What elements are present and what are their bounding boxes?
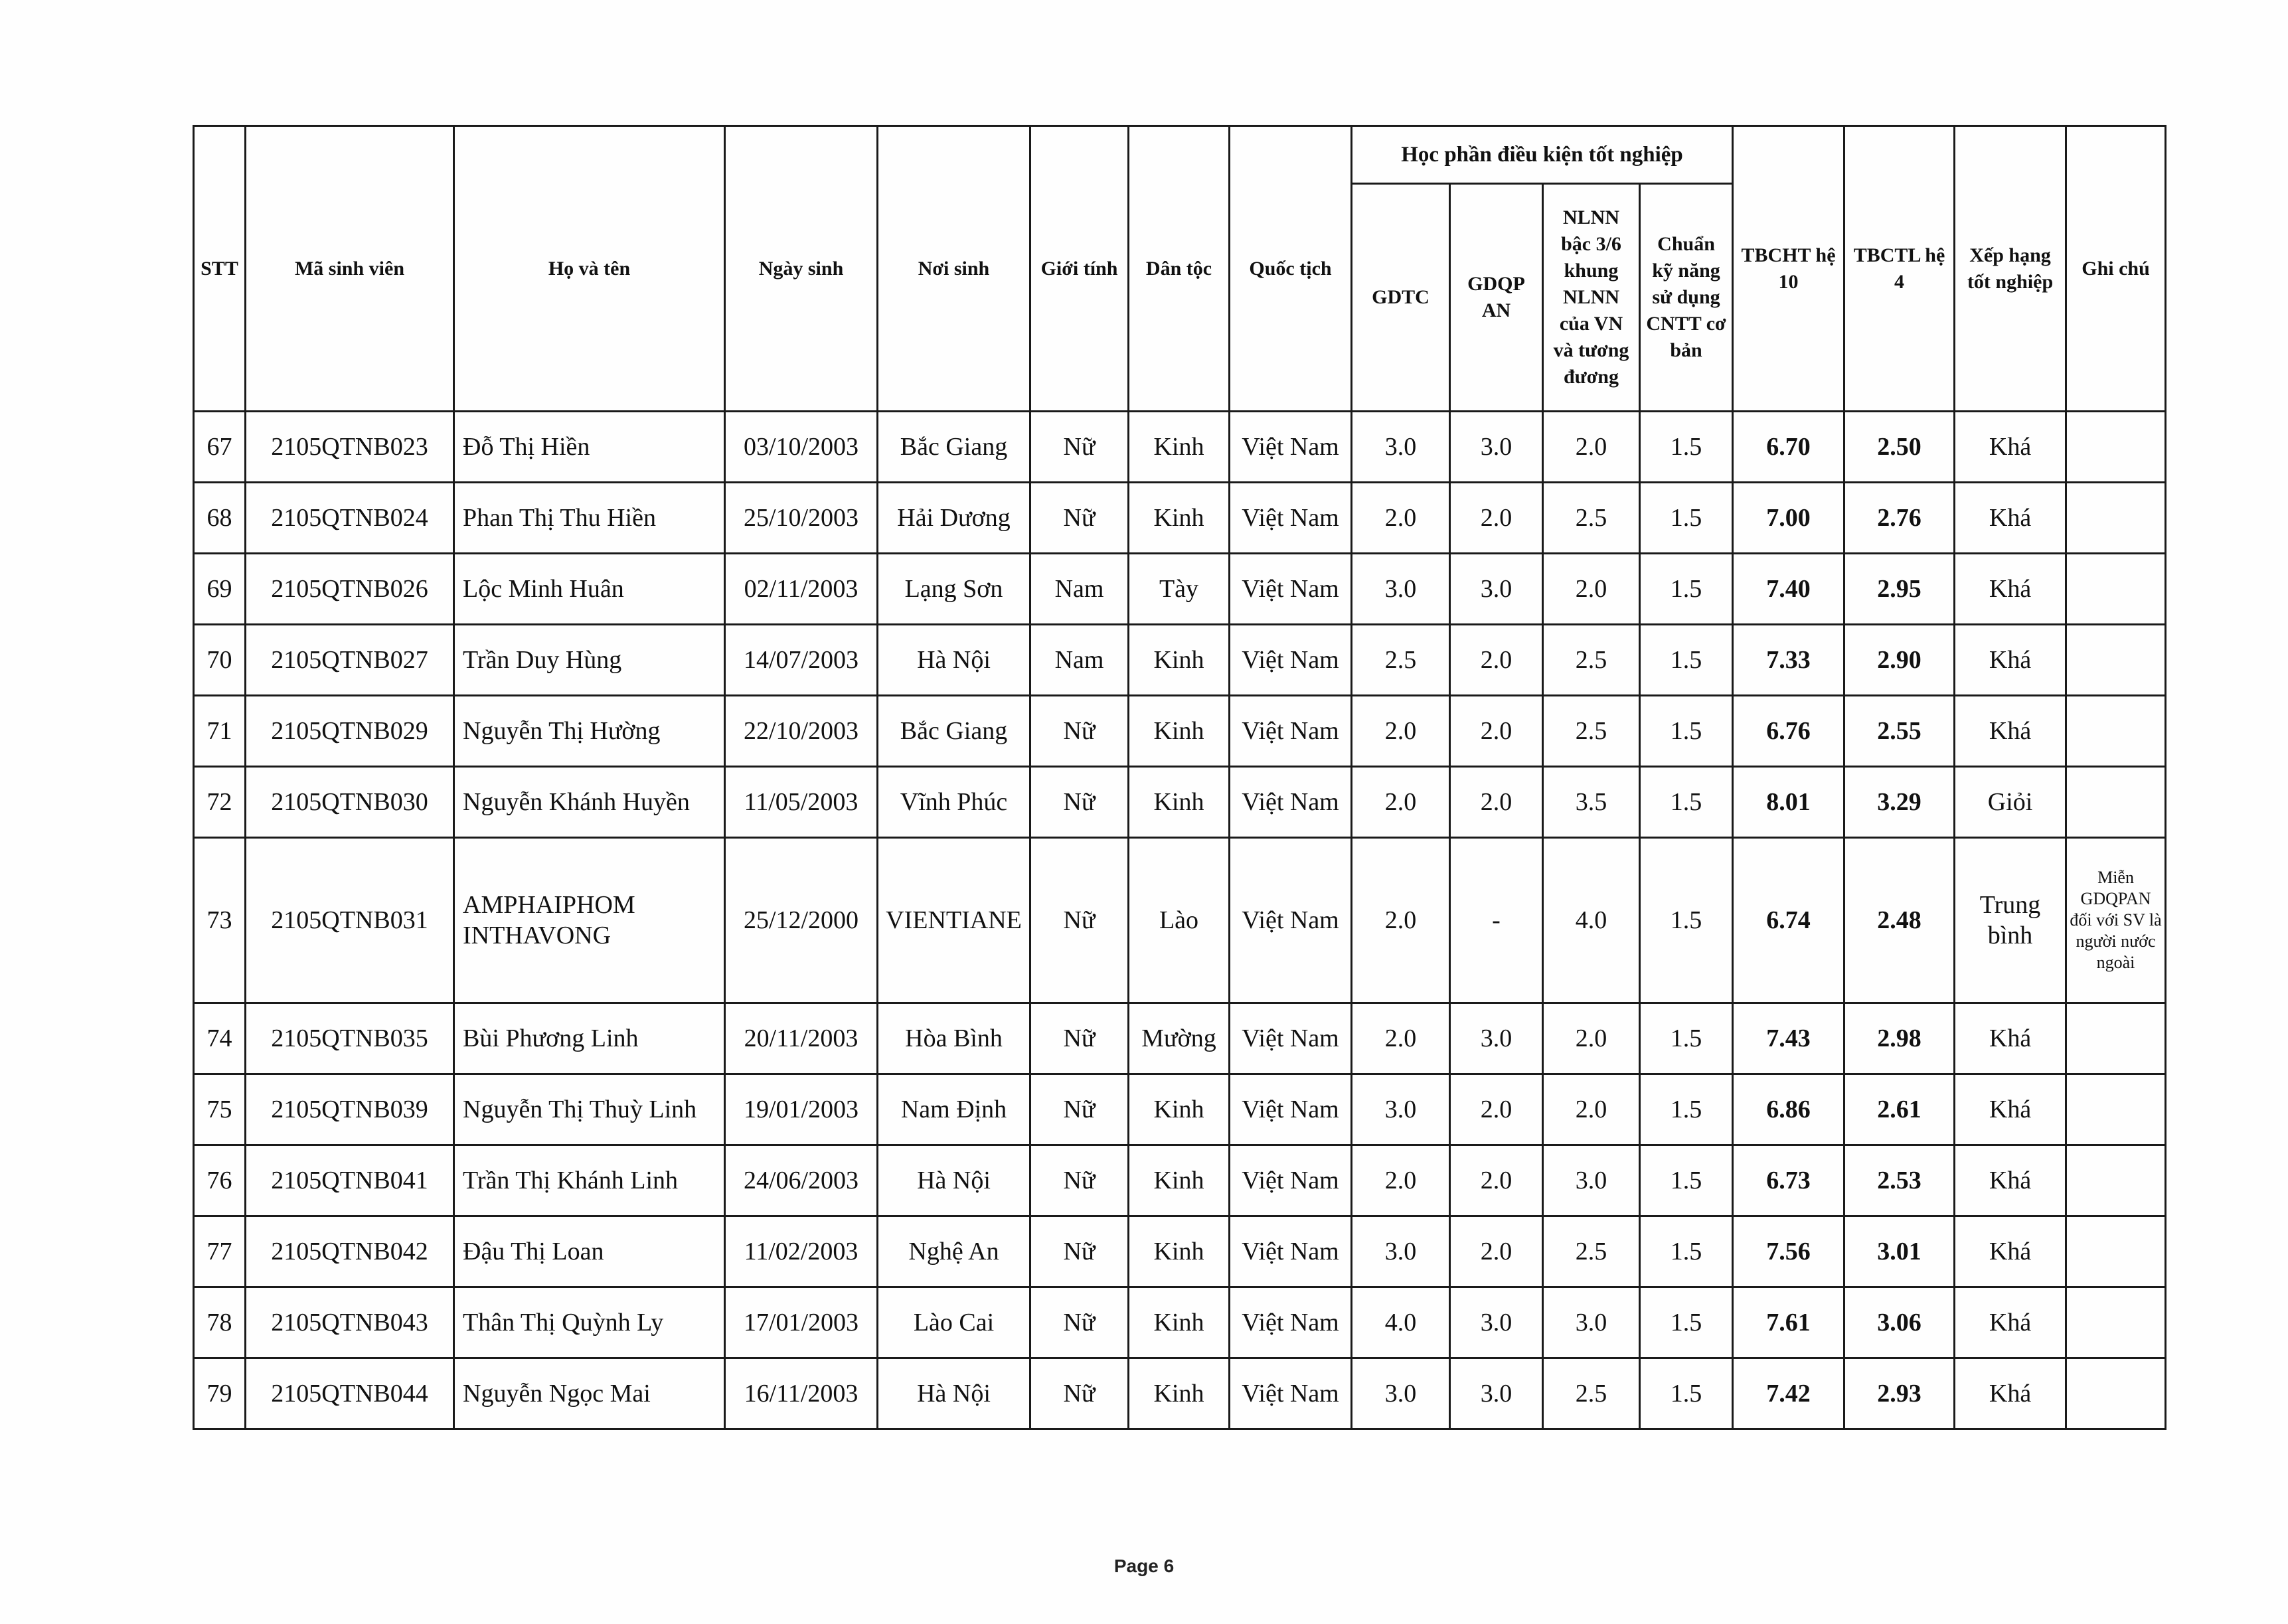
cell-tbctl: 2.93 xyxy=(1844,1358,1955,1429)
cell-gdqpan: 3.0 xyxy=(1450,1003,1543,1074)
cell-gdtc: 3.0 xyxy=(1352,412,1450,483)
cell-gdtc: 2.0 xyxy=(1352,838,1450,1003)
cell-dob: 16/11/2003 xyxy=(725,1358,878,1429)
cell-ethnicity: Kinh xyxy=(1129,1074,1230,1145)
header-nlnn: NLNN bậc 3/6 khung NLNN của VN và tương đương xyxy=(1543,184,1640,412)
cell-note xyxy=(2066,554,2166,625)
cell-ethnicity: Kinh xyxy=(1129,483,1230,554)
cell-nationality: Việt Nam xyxy=(1230,554,1352,625)
cell-full-name: Lộc Minh Huân xyxy=(454,554,725,625)
cell-gdqpan: 2.0 xyxy=(1450,696,1543,767)
cell-gdtc: 3.0 xyxy=(1352,554,1450,625)
cell-rank: Khá xyxy=(1955,625,2066,696)
cell-stt: 76 xyxy=(194,1145,246,1216)
cell-full-name: AMPHAIPHOM INTHAVONG xyxy=(454,838,725,1003)
cell-tbctl: 3.06 xyxy=(1844,1287,1955,1358)
header-dob: Ngày sinh xyxy=(725,126,878,412)
cell-full-name: Phan Thị Thu Hiền xyxy=(454,483,725,554)
table-row xyxy=(194,483,2166,554)
cell-cntt: 1.5 xyxy=(1640,483,1733,554)
cell-gdtc: 2.0 xyxy=(1352,1003,1450,1074)
cell-gender: Nữ xyxy=(1030,1074,1129,1145)
header-nationality: Quốc tịch xyxy=(1230,126,1352,412)
cell-birthplace: Nghệ An xyxy=(878,1216,1030,1287)
cell-birthplace: Hải Dương xyxy=(878,483,1030,554)
cell-gdqpan: 2.0 xyxy=(1450,1145,1543,1216)
cell-ethnicity: Kinh xyxy=(1129,625,1230,696)
cell-gender: Nữ xyxy=(1030,767,1129,838)
cell-note xyxy=(2066,483,2166,554)
cell-gender: Nam xyxy=(1030,554,1129,625)
cell-note xyxy=(2066,625,2166,696)
cell-tbctl: 2.76 xyxy=(1844,483,1955,554)
cell-birthplace: Vĩnh Phúc xyxy=(878,767,1030,838)
cell-tbcht: 7.33 xyxy=(1733,625,1844,696)
cell-gdtc: 3.0 xyxy=(1352,1216,1450,1287)
cell-birthplace: Lạng Sơn xyxy=(878,554,1030,625)
cell-dob: 11/05/2003 xyxy=(725,767,878,838)
cell-rank: Khá xyxy=(1955,483,2066,554)
table-row xyxy=(194,696,2166,767)
cell-nlnn: 2.5 xyxy=(1543,625,1640,696)
cell-tbctl: 2.48 xyxy=(1844,838,1955,1003)
cell-nlnn: 2.5 xyxy=(1543,696,1640,767)
cell-ethnicity: Tày xyxy=(1129,554,1230,625)
cell-note xyxy=(2066,767,2166,838)
graduation-results-table xyxy=(193,125,2166,1430)
cell-tbcht: 6.73 xyxy=(1733,1145,1844,1216)
cell-full-name: Nguyễn Thị Thuỳ Linh xyxy=(454,1074,725,1145)
cell-full-name: Nguyễn Thị Hường xyxy=(454,696,725,767)
cell-gender: Nữ xyxy=(1030,1216,1129,1287)
cell-dob: 17/01/2003 xyxy=(725,1287,878,1358)
table-row xyxy=(194,1074,2166,1145)
cell-tbctl: 2.98 xyxy=(1844,1003,1955,1074)
cell-rank: Giỏi xyxy=(1955,767,2066,838)
cell-gender: Nữ xyxy=(1030,696,1129,767)
cell-nlnn: 3.0 xyxy=(1543,1287,1640,1358)
cell-tbctl: 3.29 xyxy=(1844,767,1955,838)
cell-stt: 70 xyxy=(194,625,246,696)
cell-gender: Nam xyxy=(1030,625,1129,696)
header-stt: STT xyxy=(194,126,246,412)
cell-student-id: 2105QTNB030 xyxy=(246,767,454,838)
cell-cntt: 1.5 xyxy=(1640,1003,1733,1074)
cell-student-id: 2105QTNB029 xyxy=(246,696,454,767)
header-gender: Giới tính xyxy=(1030,126,1129,412)
table-row xyxy=(194,1287,2166,1358)
header-student-id: Mã sinh viên xyxy=(246,126,454,412)
table-row xyxy=(194,767,2166,838)
cell-nlnn: 2.0 xyxy=(1543,1003,1640,1074)
cell-nationality: Việt Nam xyxy=(1230,412,1352,483)
table-row xyxy=(194,1216,2166,1287)
cell-gdqpan: 2.0 xyxy=(1450,1216,1543,1287)
cell-rank: Khá xyxy=(1955,1358,2066,1429)
cell-gdtc: 2.0 xyxy=(1352,767,1450,838)
cell-full-name: Đậu Thị Loan xyxy=(454,1216,725,1287)
cell-ethnicity: Kinh xyxy=(1129,1145,1230,1216)
cell-dob: 25/12/2000 xyxy=(725,838,878,1003)
cell-rank: Khá xyxy=(1955,412,2066,483)
table-row xyxy=(194,625,2166,696)
cell-birthplace: Hà Nội xyxy=(878,1145,1030,1216)
cell-nationality: Việt Nam xyxy=(1230,1287,1352,1358)
cell-tbctl: 2.90 xyxy=(1844,625,1955,696)
cell-tbcht: 6.76 xyxy=(1733,696,1844,767)
cell-student-id: 2105QTNB043 xyxy=(246,1287,454,1358)
cell-gdqpan: - xyxy=(1450,838,1543,1003)
cell-note xyxy=(2066,1145,2166,1216)
cell-gdqpan: 2.0 xyxy=(1450,625,1543,696)
cell-stt: 68 xyxy=(194,483,246,554)
cell-rank: Khá xyxy=(1955,1145,2066,1216)
cell-note xyxy=(2066,696,2166,767)
header-note: Ghi chú xyxy=(2066,126,2166,412)
cell-nlnn: 2.0 xyxy=(1543,412,1640,483)
cell-gdqpan: 3.0 xyxy=(1450,412,1543,483)
cell-gdqpan: 3.0 xyxy=(1450,1358,1543,1429)
cell-cntt: 1.5 xyxy=(1640,767,1733,838)
cell-tbctl: 2.53 xyxy=(1844,1145,1955,1216)
cell-nlnn: 3.0 xyxy=(1543,1145,1640,1216)
cell-nationality: Việt Nam xyxy=(1230,1358,1352,1429)
cell-gdtc: 2.0 xyxy=(1352,696,1450,767)
cell-birthplace: Hòa Bình xyxy=(878,1003,1030,1074)
cell-gender: Nữ xyxy=(1030,838,1129,1003)
table-row xyxy=(194,1003,2166,1074)
cell-dob: 20/11/2003 xyxy=(725,1003,878,1074)
cell-ethnicity: Kinh xyxy=(1129,696,1230,767)
cell-stt: 71 xyxy=(194,696,246,767)
cell-tbcht: 6.74 xyxy=(1733,838,1844,1003)
cell-gender: Nữ xyxy=(1030,1003,1129,1074)
cell-birthplace: Hà Nội xyxy=(878,625,1030,696)
cell-dob: 02/11/2003 xyxy=(725,554,878,625)
table-row xyxy=(194,1358,2166,1429)
table-row xyxy=(194,554,2166,625)
header-ethnicity: Dân tộc xyxy=(1129,126,1230,412)
cell-birthplace: VIENTIANE xyxy=(878,838,1030,1003)
cell-tbctl: 3.01 xyxy=(1844,1216,1955,1287)
cell-nlnn: 2.5 xyxy=(1543,1358,1640,1429)
cell-gender: Nữ xyxy=(1030,483,1129,554)
cell-tbcht: 7.61 xyxy=(1733,1287,1844,1358)
cell-cntt: 1.5 xyxy=(1640,1287,1733,1358)
cell-nlnn: 2.0 xyxy=(1543,554,1640,625)
cell-tbctl: 2.55 xyxy=(1844,696,1955,767)
cell-student-id: 2105QTNB042 xyxy=(246,1216,454,1287)
cell-ethnicity: Kinh xyxy=(1129,412,1230,483)
cell-stt: 73 xyxy=(194,838,246,1003)
page-number: Page 6 xyxy=(1113,1556,1175,1576)
table-row xyxy=(194,1145,2166,1216)
cell-student-id: 2105QTNB026 xyxy=(246,554,454,625)
cell-tbcht: 7.43 xyxy=(1733,1003,1844,1074)
cell-gdtc: 2.0 xyxy=(1352,1145,1450,1216)
cell-dob: 03/10/2003 xyxy=(725,412,878,483)
cell-nationality: Việt Nam xyxy=(1230,767,1352,838)
header-row-1 xyxy=(194,126,2166,184)
cell-full-name: Nguyễn Khánh Huyền xyxy=(454,767,725,838)
cell-gender: Nữ xyxy=(1030,1145,1129,1216)
cell-tbcht: 6.86 xyxy=(1733,1074,1844,1145)
cell-stt: 75 xyxy=(194,1074,246,1145)
cell-note xyxy=(2066,1287,2166,1358)
cell-dob: 19/01/2003 xyxy=(725,1074,878,1145)
header-cntt: Chuẩn kỹ năng sử dụng CNTT cơ bản xyxy=(1640,184,1733,412)
cell-gender: Nữ xyxy=(1030,412,1129,483)
header-tbctl: TBCTL hệ 4 xyxy=(1844,126,1955,412)
cell-cntt: 1.5 xyxy=(1640,412,1733,483)
cell-birthplace: Lào Cai xyxy=(878,1287,1030,1358)
cell-rank: Khá xyxy=(1955,554,2066,625)
cell-nationality: Việt Nam xyxy=(1230,1003,1352,1074)
cell-student-id: 2105QTNB024 xyxy=(246,483,454,554)
cell-ethnicity: Kinh xyxy=(1129,1216,1230,1287)
cell-stt: 67 xyxy=(194,412,246,483)
cell-tbctl: 2.95 xyxy=(1844,554,1955,625)
cell-dob: 24/06/2003 xyxy=(725,1145,878,1216)
cell-nlnn: 2.0 xyxy=(1543,1074,1640,1145)
cell-cntt: 1.5 xyxy=(1640,1074,1733,1145)
cell-nationality: Việt Nam xyxy=(1230,1216,1352,1287)
table-body xyxy=(194,412,2166,1429)
cell-birthplace: Nam Định xyxy=(878,1074,1030,1145)
cell-note xyxy=(2066,1358,2166,1429)
cell-nationality: Việt Nam xyxy=(1230,625,1352,696)
cell-ethnicity: Kinh xyxy=(1129,767,1230,838)
cell-cntt: 1.5 xyxy=(1640,625,1733,696)
cell-full-name: Bùi Phương Linh xyxy=(454,1003,725,1074)
cell-gdqpan: 2.0 xyxy=(1450,1074,1543,1145)
cell-tbcht: 6.70 xyxy=(1733,412,1844,483)
cell-cntt: 1.5 xyxy=(1640,838,1733,1003)
cell-student-id: 2105QTNB041 xyxy=(246,1145,454,1216)
cell-tbcht: 7.00 xyxy=(1733,483,1844,554)
cell-gdtc: 3.0 xyxy=(1352,1074,1450,1145)
cell-ethnicity: Mường xyxy=(1129,1003,1230,1074)
cell-cntt: 1.5 xyxy=(1640,1216,1733,1287)
cell-rank: Khá xyxy=(1955,1003,2066,1074)
cell-nationality: Việt Nam xyxy=(1230,483,1352,554)
cell-cntt: 1.5 xyxy=(1640,554,1733,625)
cell-tbcht: 7.56 xyxy=(1733,1216,1844,1287)
cell-gdqpan: 2.0 xyxy=(1450,767,1543,838)
cell-nlnn: 4.0 xyxy=(1543,838,1640,1003)
header-rank: Xếp hạng tốt nghiệp xyxy=(1955,126,2066,412)
cell-gdtc: 4.0 xyxy=(1352,1287,1450,1358)
cell-gdtc: 3.0 xyxy=(1352,1358,1450,1429)
cell-stt: 72 xyxy=(194,767,246,838)
cell-rank: Khá xyxy=(1955,1287,2066,1358)
cell-note: Miễn GDQPAN đối với SV là người nước ngoài xyxy=(2066,838,2166,1003)
header-gdqpan: GDQP AN xyxy=(1450,184,1543,412)
cell-tbcht: 7.42 xyxy=(1733,1358,1844,1429)
cell-gdqpan: 3.0 xyxy=(1450,554,1543,625)
header-birthplace: Nơi sinh xyxy=(878,126,1030,412)
cell-gdqpan: 2.0 xyxy=(1450,483,1543,554)
cell-tbcht: 8.01 xyxy=(1733,767,1844,838)
cell-birthplace: Hà Nội xyxy=(878,1358,1030,1429)
cell-cntt: 1.5 xyxy=(1640,1145,1733,1216)
cell-stt: 74 xyxy=(194,1003,246,1074)
cell-ethnicity: Kinh xyxy=(1129,1358,1230,1429)
cell-gdqpan: 3.0 xyxy=(1450,1287,1543,1358)
cell-student-id: 2105QTNB027 xyxy=(246,625,454,696)
cell-nationality: Việt Nam xyxy=(1230,1074,1352,1145)
cell-note xyxy=(2066,1216,2166,1287)
header-gdtc: GDTC xyxy=(1352,184,1450,412)
cell-nationality: Việt Nam xyxy=(1230,1145,1352,1216)
cell-full-name: Thân Thị Quỳnh Ly xyxy=(454,1287,725,1358)
cell-ethnicity: Kinh xyxy=(1129,1287,1230,1358)
cell-student-id: 2105QTNB044 xyxy=(246,1358,454,1429)
cell-nlnn: 3.5 xyxy=(1543,767,1640,838)
cell-nationality: Việt Nam xyxy=(1230,838,1352,1003)
cell-cntt: 1.5 xyxy=(1640,696,1733,767)
cell-note xyxy=(2066,1074,2166,1145)
cell-stt: 78 xyxy=(194,1287,246,1358)
cell-birthplace: Bắc Giang xyxy=(878,696,1030,767)
cell-dob: 14/07/2003 xyxy=(725,625,878,696)
cell-gender: Nữ xyxy=(1030,1358,1129,1429)
cell-rank: Trung bình xyxy=(1955,838,2066,1003)
table-row xyxy=(194,412,2166,483)
cell-full-name: Trần Duy Hùng xyxy=(454,625,725,696)
cell-student-id: 2105QTNB039 xyxy=(246,1074,454,1145)
cell-nlnn: 2.5 xyxy=(1543,1216,1640,1287)
cell-dob: 22/10/2003 xyxy=(725,696,878,767)
cell-cntt: 1.5 xyxy=(1640,1358,1733,1429)
cell-ethnicity: Lào xyxy=(1129,838,1230,1003)
cell-full-name: Đỗ Thị Hiền xyxy=(454,412,725,483)
cell-gdtc: 2.0 xyxy=(1352,483,1450,554)
cell-rank: Khá xyxy=(1955,696,2066,767)
cell-tbctl: 2.50 xyxy=(1844,412,1955,483)
cell-student-id: 2105QTNB035 xyxy=(246,1003,454,1074)
cell-stt: 69 xyxy=(194,554,246,625)
cell-nlnn: 2.5 xyxy=(1543,483,1640,554)
cell-student-id: 2105QTNB023 xyxy=(246,412,454,483)
cell-full-name: Nguyễn Ngọc Mai xyxy=(454,1358,725,1429)
cell-dob: 25/10/2003 xyxy=(725,483,878,554)
cell-stt: 77 xyxy=(194,1216,246,1287)
cell-tbcht: 7.40 xyxy=(1733,554,1844,625)
header-tbcht: TBCHT hệ 10 xyxy=(1733,126,1844,412)
cell-gender: Nữ xyxy=(1030,1287,1129,1358)
cell-tbctl: 2.61 xyxy=(1844,1074,1955,1145)
cell-dob: 11/02/2003 xyxy=(725,1216,878,1287)
cell-rank: Khá xyxy=(1955,1074,2066,1145)
cell-nationality: Việt Nam xyxy=(1230,696,1352,767)
cell-stt: 79 xyxy=(194,1358,246,1429)
table-row xyxy=(194,838,2166,1003)
cell-full-name: Trần Thị Khánh Linh xyxy=(454,1145,725,1216)
cell-note xyxy=(2066,412,2166,483)
cell-student-id: 2105QTNB031 xyxy=(246,838,454,1003)
cell-note xyxy=(2066,1003,2166,1074)
header-full-name: Họ và tên xyxy=(454,126,725,412)
cell-rank: Khá xyxy=(1955,1216,2066,1287)
header-graduation-conditions: Học phần điều kiện tốt nghiệp xyxy=(1352,126,1733,184)
cell-birthplace: Bắc Giang xyxy=(878,412,1030,483)
cell-gdtc: 2.5 xyxy=(1352,625,1450,696)
